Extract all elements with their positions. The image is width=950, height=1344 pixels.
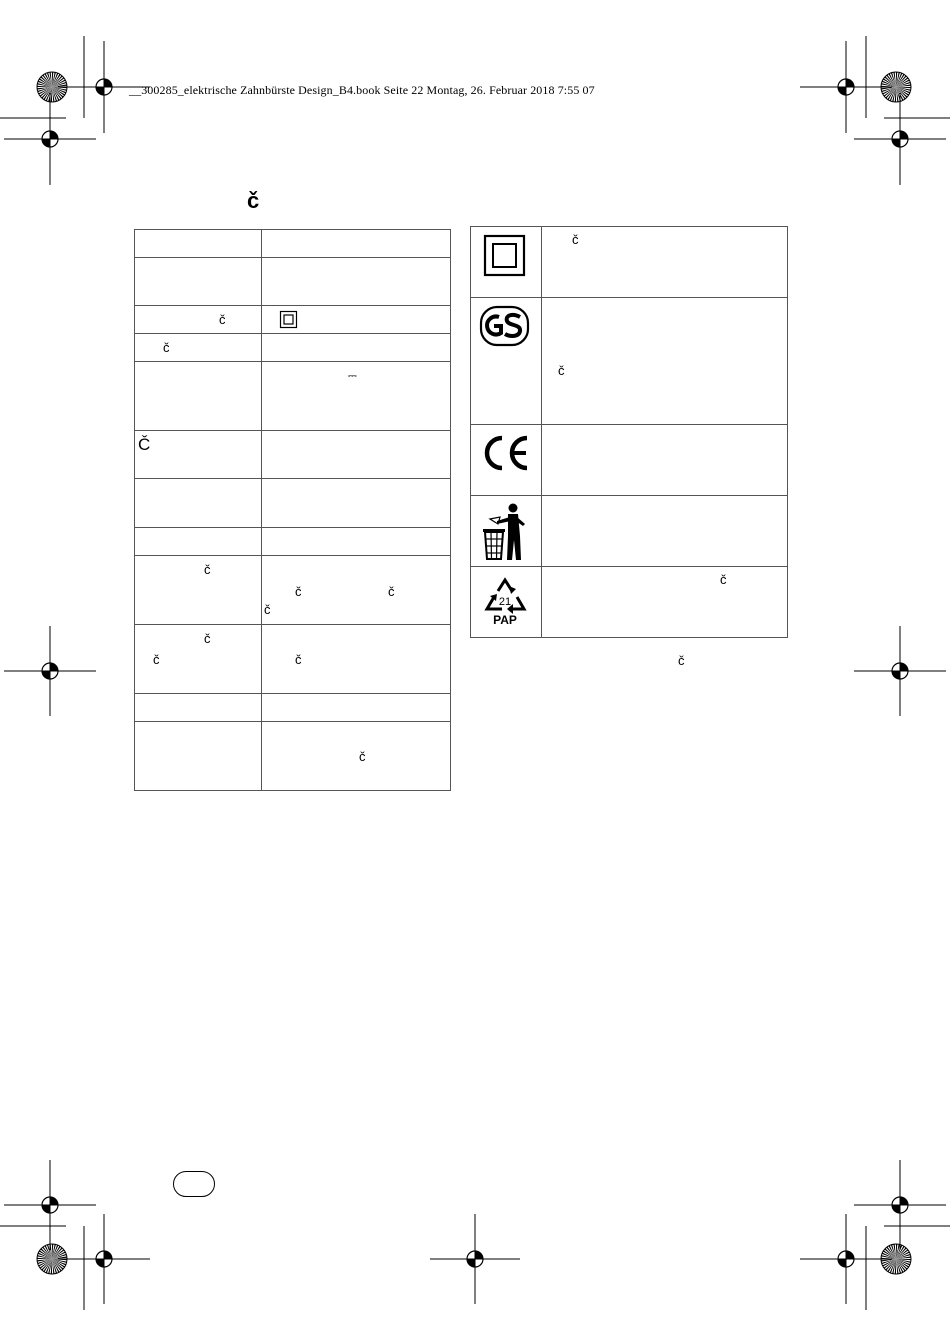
starburst-ray bbox=[52, 87, 67, 88]
double-insulation-small-icon bbox=[279, 310, 299, 330]
cell-text: č bbox=[219, 312, 226, 327]
recycling-label: PAP bbox=[493, 613, 517, 627]
starburst-ray bbox=[52, 72, 53, 87]
starburst-ray bbox=[881, 1258, 896, 1259]
starburst-ray bbox=[896, 87, 911, 88]
cell-text: č bbox=[204, 631, 211, 646]
cell-text: č bbox=[295, 652, 302, 667]
starburst-ray bbox=[896, 1259, 911, 1260]
starburst-ray bbox=[895, 1259, 896, 1274]
cell-text: č bbox=[153, 652, 160, 667]
table-row bbox=[135, 722, 451, 791]
dc-symbol: ⎓ bbox=[348, 370, 357, 382]
table-row bbox=[471, 298, 788, 425]
cell-text: č bbox=[388, 584, 395, 599]
table-row bbox=[135, 694, 451, 722]
table-row bbox=[135, 362, 451, 431]
table-row bbox=[135, 528, 451, 556]
gs-mark-icon bbox=[479, 305, 531, 349]
double-insulation-icon bbox=[483, 234, 527, 278]
table-row bbox=[471, 567, 788, 638]
table-row bbox=[471, 227, 788, 298]
starburst-ray bbox=[881, 86, 896, 87]
table-row bbox=[135, 625, 451, 694]
table-row bbox=[135, 556, 451, 625]
symbols-table bbox=[470, 226, 788, 638]
starburst-ray bbox=[896, 1244, 897, 1259]
cell-text: č bbox=[572, 232, 579, 247]
table-row bbox=[135, 334, 451, 362]
table-row bbox=[471, 496, 788, 567]
language-code-oval bbox=[173, 1171, 215, 1197]
recycling-pap-icon bbox=[481, 573, 531, 631]
cell-text: č bbox=[204, 562, 211, 577]
starburst-ray bbox=[895, 87, 896, 102]
table-row bbox=[135, 479, 451, 528]
table-row bbox=[135, 431, 451, 479]
cell-text: č bbox=[359, 749, 366, 764]
starburst-ray bbox=[896, 72, 897, 87]
symbols-footnote: č bbox=[678, 653, 685, 668]
cell-text: Č bbox=[138, 435, 151, 454]
starburst-ray bbox=[37, 86, 52, 87]
cell-text: č bbox=[163, 340, 170, 355]
section-title: č bbox=[247, 188, 260, 213]
starburst-ray bbox=[51, 1259, 52, 1274]
ce-mark-icon bbox=[480, 432, 532, 474]
starburst-ray bbox=[52, 1259, 67, 1260]
cell-text: č bbox=[295, 584, 302, 599]
starburst-ray bbox=[37, 1258, 52, 1259]
cell-text: č bbox=[720, 572, 727, 587]
starburst-ray bbox=[52, 1244, 53, 1259]
spec-table bbox=[134, 229, 451, 791]
waste-bin-icon bbox=[481, 502, 533, 564]
table-row bbox=[135, 306, 451, 334]
table-row bbox=[135, 258, 451, 306]
book-header-line: __300285_elektrische Zahnbürste Design_B4.book Seite 22 Montag, 26. Februar 2018 7:55 07 bbox=[129, 83, 595, 97]
table-row bbox=[135, 230, 451, 258]
recycling-code: 21 bbox=[498, 596, 512, 608]
cell-text: č bbox=[558, 363, 565, 378]
cell-text: č bbox=[264, 602, 271, 617]
table-row bbox=[471, 425, 788, 496]
starburst-ray bbox=[51, 87, 52, 102]
